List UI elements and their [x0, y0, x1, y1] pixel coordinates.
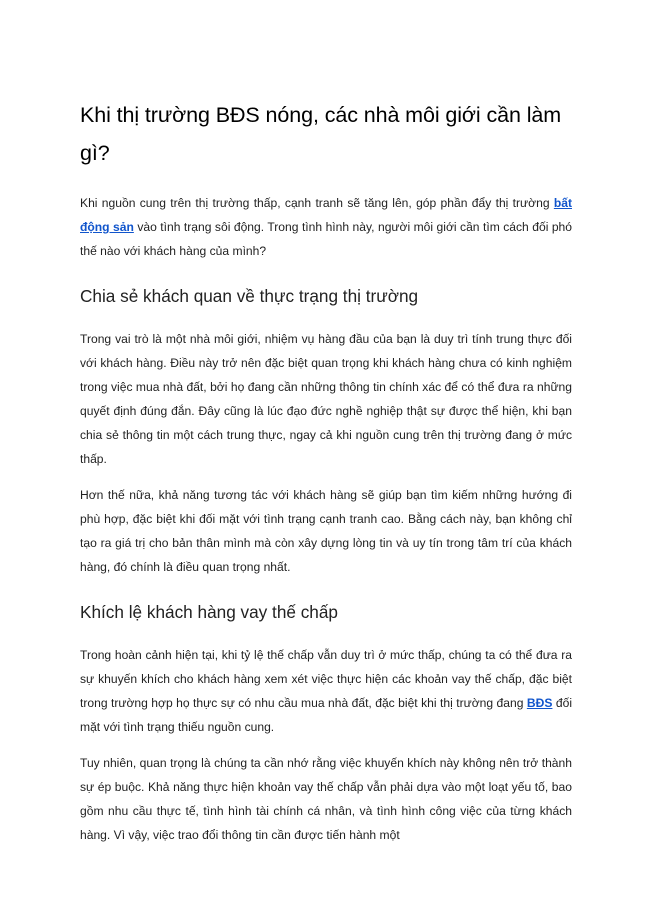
- section2-p1-text-start: Trong hoàn cảnh hiện tại, khi tỷ lệ thế chấp vẫn duy trì ở mức thấp, chúng ta có thể đưa ra sự khuyến khích cho khách hàng xem xét việc thực hiện các khoản vay thế chấp, đặc biệt trong trường hợp họ thực sự có nhu cầu mua nhà đất, đặc biệt khi thị trường đang: [80, 648, 572, 710]
- intro-text-start: Khi nguồn cung trên thị trường thấp, cạnh tranh sẽ tăng lên, góp phần đẩy thị trường: [80, 196, 554, 210]
- intro-paragraph: [80, 191, 572, 263]
- real-estate-link[interactable]: bất động sản: [80, 196, 572, 234]
- document-page: [80, 96, 572, 859]
- section2-p1-text-end: đối mặt với tình trạng thiếu nguồn cung.: [80, 696, 572, 734]
- section1-heading: Chia sẻ khách quan về thực trạng thị trường: [80, 286, 419, 306]
- section1-paragraph1: Trong vai trò là một nhà môi giới, nhiệm vụ hàng đầu của bạn là duy trì tính trung thực đối với khách hàng. Điều này trở nên đặc biệt quan trọng khi khách hàng chưa có kinh nghiệm trong việc mua nhà đất, bởi họ đang cần những thông tin chính xác để có thể đưa ra những quyết định đúng đắn. Đây cũng là lúc đạo đức nghề nghiệp thật sự được thể hiện, khi bạn chia sẻ thông tin một cách trung thực, ngay cả khi nguồn cung trên thị trường đang ở mức thấp.: [80, 332, 572, 466]
- section2-paragraph2: Tuy nhiên, quan trọng là chúng ta cần nhớ rằng việc khuyến khích này không nên trở thành sự ép buộc. Khả năng thực hiện khoản vay thế chấp vẫn phải dựa vào một loạt yếu tố, bao gồm nhu cầu thực tế, tình hình tài chính cá nhân, và tình hình công việc của từng khách hàng. Vì vậy, việc trao đổi thông tin cần được tiến hành một: [80, 756, 572, 842]
- section2-heading: Khích lệ khách hàng vay thế chấp: [80, 602, 338, 622]
- section2-paragraph1: [80, 643, 572, 739]
- bds-link[interactable]: BĐS: [526, 696, 553, 710]
- intro-text-end: vào tình trạng sôi động. Trong tình hình này, người môi giới cần tìm cách đối phó thế nào với khách hàng của mình?: [80, 220, 573, 258]
- section1-paragraph2: Hơn thế nữa, khả năng tương tác với khách hàng sẽ giúp bạn tìm kiếm những hướng đi phù hợp, đặc biệt khi đối mặt với tình trạng cạnh tranh cao. Bằng cách này, bạn không chỉ tạo ra giá trị cho bản thân mình mà còn xây dựng lòng tin và uy tín trong tâm trí của khách hàng, đó chính là điều quan trọng nhất.: [80, 488, 572, 574]
- page-title: Khi thị trường BĐS nóng, các nhà môi giới cần làm gì?: [80, 103, 562, 165]
